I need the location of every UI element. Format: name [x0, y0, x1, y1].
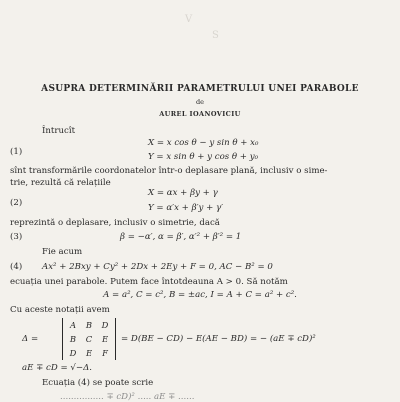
- delta-label: Δ =: [22, 334, 39, 344]
- equation-5: A = a², C = c², B = ±ac, I = A + C = a² + c².: [103, 290, 297, 300]
- equation-1b: Y = x sin θ + y cos θ + y₀: [148, 152, 259, 162]
- equation-1a: X = x cos θ − y sin θ + x₀: [148, 138, 259, 148]
- intro-text: Întrucît: [42, 126, 76, 136]
- paragraph-line: Ecuația (4) se poate scrie: [42, 378, 154, 388]
- equation-number: (3): [10, 232, 23, 242]
- paper-title: ASUPRA DETERMINĂRII PARAMETRULUI UNEI PARABOLE: [41, 84, 359, 94]
- paragraph-line: ecuația unei parabole. Putem face întotdeauna A > 0. Să notăm: [10, 277, 288, 287]
- equation-4: Ax² + 2Bxy + Cy² + 2Dx + 2Ey + F = 0, AC − B² = 0: [42, 262, 273, 272]
- equation-2a: X = αx + βy + γ: [148, 188, 218, 198]
- matrix-cell: E: [101, 334, 109, 344]
- byline-de: de: [195, 98, 204, 106]
- determinant-matrix: [60, 318, 118, 360]
- equation-3: β = −α′, α = β′, α′² + β′² = 1: [120, 232, 242, 242]
- matrix-cell: F: [102, 348, 108, 358]
- determinant-expansion: = D(BE − CD) − E(AE − BD) = − (aE ∓ cD)²: [121, 334, 316, 344]
- equation-number: (1): [10, 147, 23, 157]
- paragraph-line: Fie acum: [42, 247, 83, 257]
- paragraph-line: trie, rezultă că relațiile: [10, 178, 111, 188]
- paragraph-line: Cu aceste notații avem: [10, 305, 110, 315]
- bleed-through-mark: S: [212, 30, 219, 41]
- matrix-cell: E: [85, 348, 93, 358]
- matrix-cell: A: [69, 320, 77, 330]
- determinant-bar: [115, 318, 116, 360]
- paragraph-line: sînt transformările coordonatelor într-o deplasare plană, inclusiv o sime-: [10, 166, 328, 176]
- author-name: AUREL IOANOVICIU: [159, 110, 241, 118]
- matrix-cell: D: [69, 348, 77, 358]
- matrix-cell: B: [85, 320, 93, 330]
- equation-number: (2): [10, 198, 23, 208]
- cut-off-line: ................ ∓ cD)² ..... aE ∓ ......: [60, 392, 195, 402]
- matrix-cell: D: [101, 320, 109, 330]
- bleed-through-mark: V: [185, 14, 193, 25]
- determinant-bar: [62, 318, 63, 360]
- paragraph-line: reprezintă o deplasare, inclusiv o simetrie, dacă: [10, 218, 220, 228]
- equation-7: aE ∓ cD = √−Δ.: [22, 363, 93, 373]
- matrix-cell: B: [69, 334, 77, 344]
- equation-number: (4): [10, 262, 23, 272]
- matrix-cell: C: [85, 334, 93, 344]
- equation-2b: Y = α′x + β′y + γ′: [148, 203, 224, 213]
